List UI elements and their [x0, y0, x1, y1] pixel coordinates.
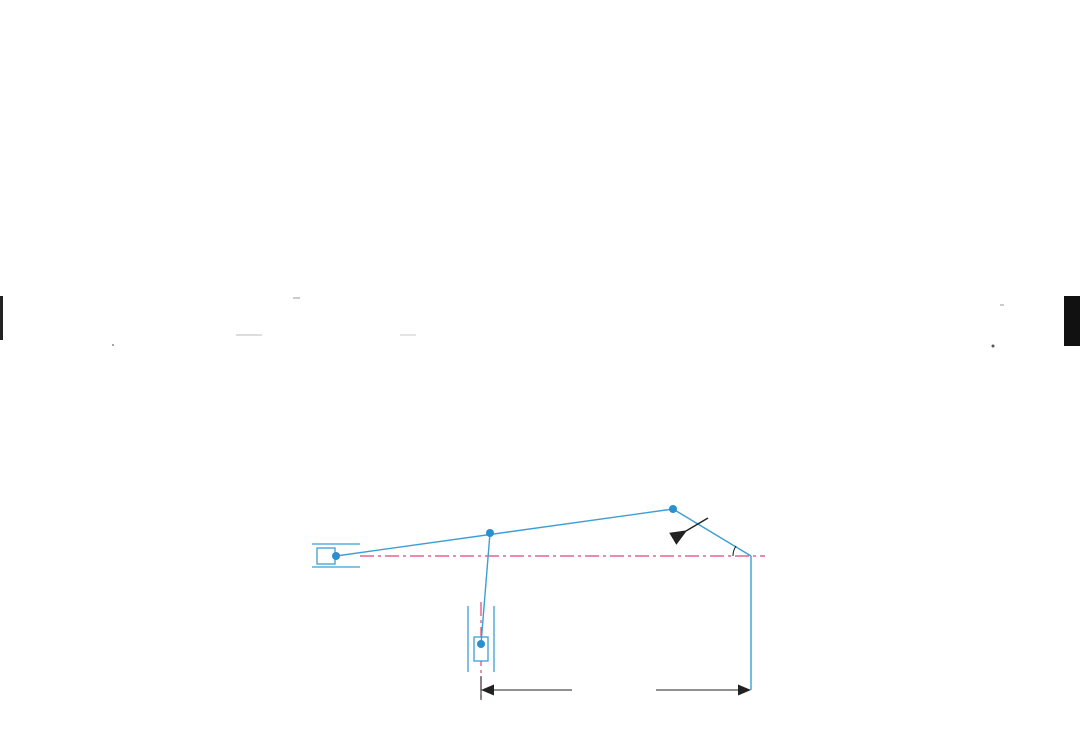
joint-B [332, 552, 340, 560]
crank-OA [673, 509, 751, 556]
joints [332, 505, 677, 648]
joint-A [669, 505, 677, 513]
joint-C [486, 529, 494, 537]
dimension-1050 [481, 676, 750, 700]
links [336, 509, 751, 690]
angle-arc-30 [733, 546, 736, 556]
link-AB [336, 509, 673, 556]
scan-artifacts [112, 298, 1004, 348]
rotation-arrow [686, 518, 708, 531]
joint-D [477, 640, 485, 648]
link-CD [481, 533, 490, 644]
